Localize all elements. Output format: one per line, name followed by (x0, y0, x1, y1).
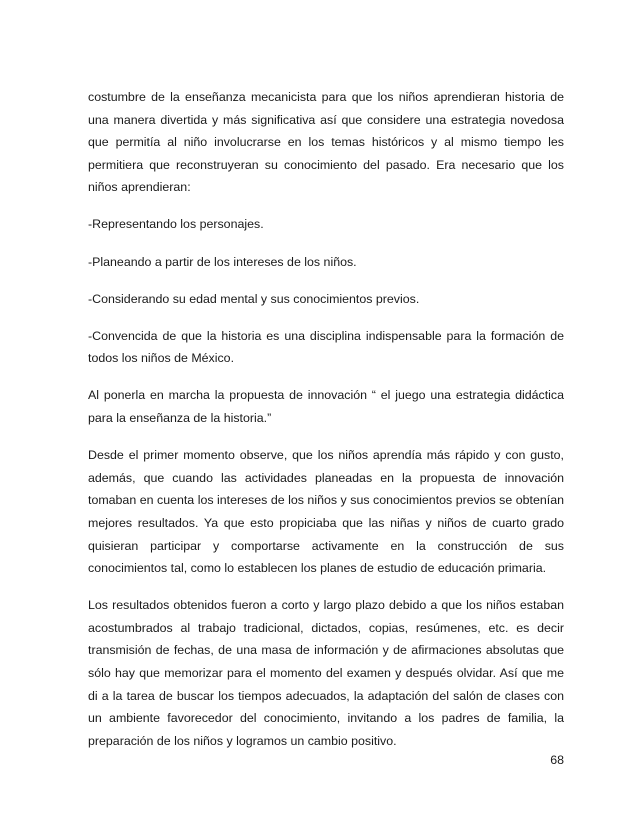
paragraph-desde: Desde el primer momento observe, que los niños aprendía más rápido y con gusto, además, que cuando las actividades planeadas en la propuesta de innovación tomaban en cuenta los intereses de los niños y sus conocimientos previos se obtenían mejores resultados. Ya que esto propiciaba que las niñas y niños de cuarto grado quisieran participar y comportarse activamente en la construcción de sus conocimientos tal, como lo establecen los planes de estudio de educación primaria. (88, 448, 564, 576)
paragraph-resultados: Los resultados obtenidos fueron a corto y largo plazo debido a que los niños estaban acostumbrados al trabajo tradicional, dictados, copias, resúmenes, etc. es decir transmisión de fechas, de una masa de información y de afirmaciones absolutas que sólo hay que memorizar para el momento del examen y después olvidar. Así que me di a la tarea de buscar los tiempos adecuados, la adaptación del salón de clases con un ambiente favorecedor del conocimiento, invitando a los padres de familia, la preparación de los niños y logramos un cambio positivo. (88, 598, 564, 748)
list-item-intereses: -Planeando a partir de los intereses de los niños. (88, 254, 357, 269)
paragraph-propuesta: Al ponerla en marcha la propuesta de innovación “ el juego una estrategia didáctica para la enseñanza de la historia.” (88, 388, 564, 426)
list-item-convencida: -Convencida de que la historia es una disciplina indispensable para la formación de todos los niños de México. (88, 328, 564, 366)
paragraph-intro: costumbre de la enseñanza mecanicista para que los niños aprendieran historia de una manera divertida y más significativa así que considere una estrategia novedosa que permitía al niño involucrarse en los temas históricos y al mismo tiempo les permitiera que reconstruyeran su conocimiento del pasado. Era necesario que los niños aprendieran: (88, 90, 564, 195)
page-number: 68 (550, 753, 564, 767)
body-text (88, 86, 564, 767)
list-item-edad-mental: -Considerando su edad mental y sus conocimientos previos. (88, 291, 420, 306)
list-item-personajes: -Representando los personajes. (88, 217, 264, 232)
